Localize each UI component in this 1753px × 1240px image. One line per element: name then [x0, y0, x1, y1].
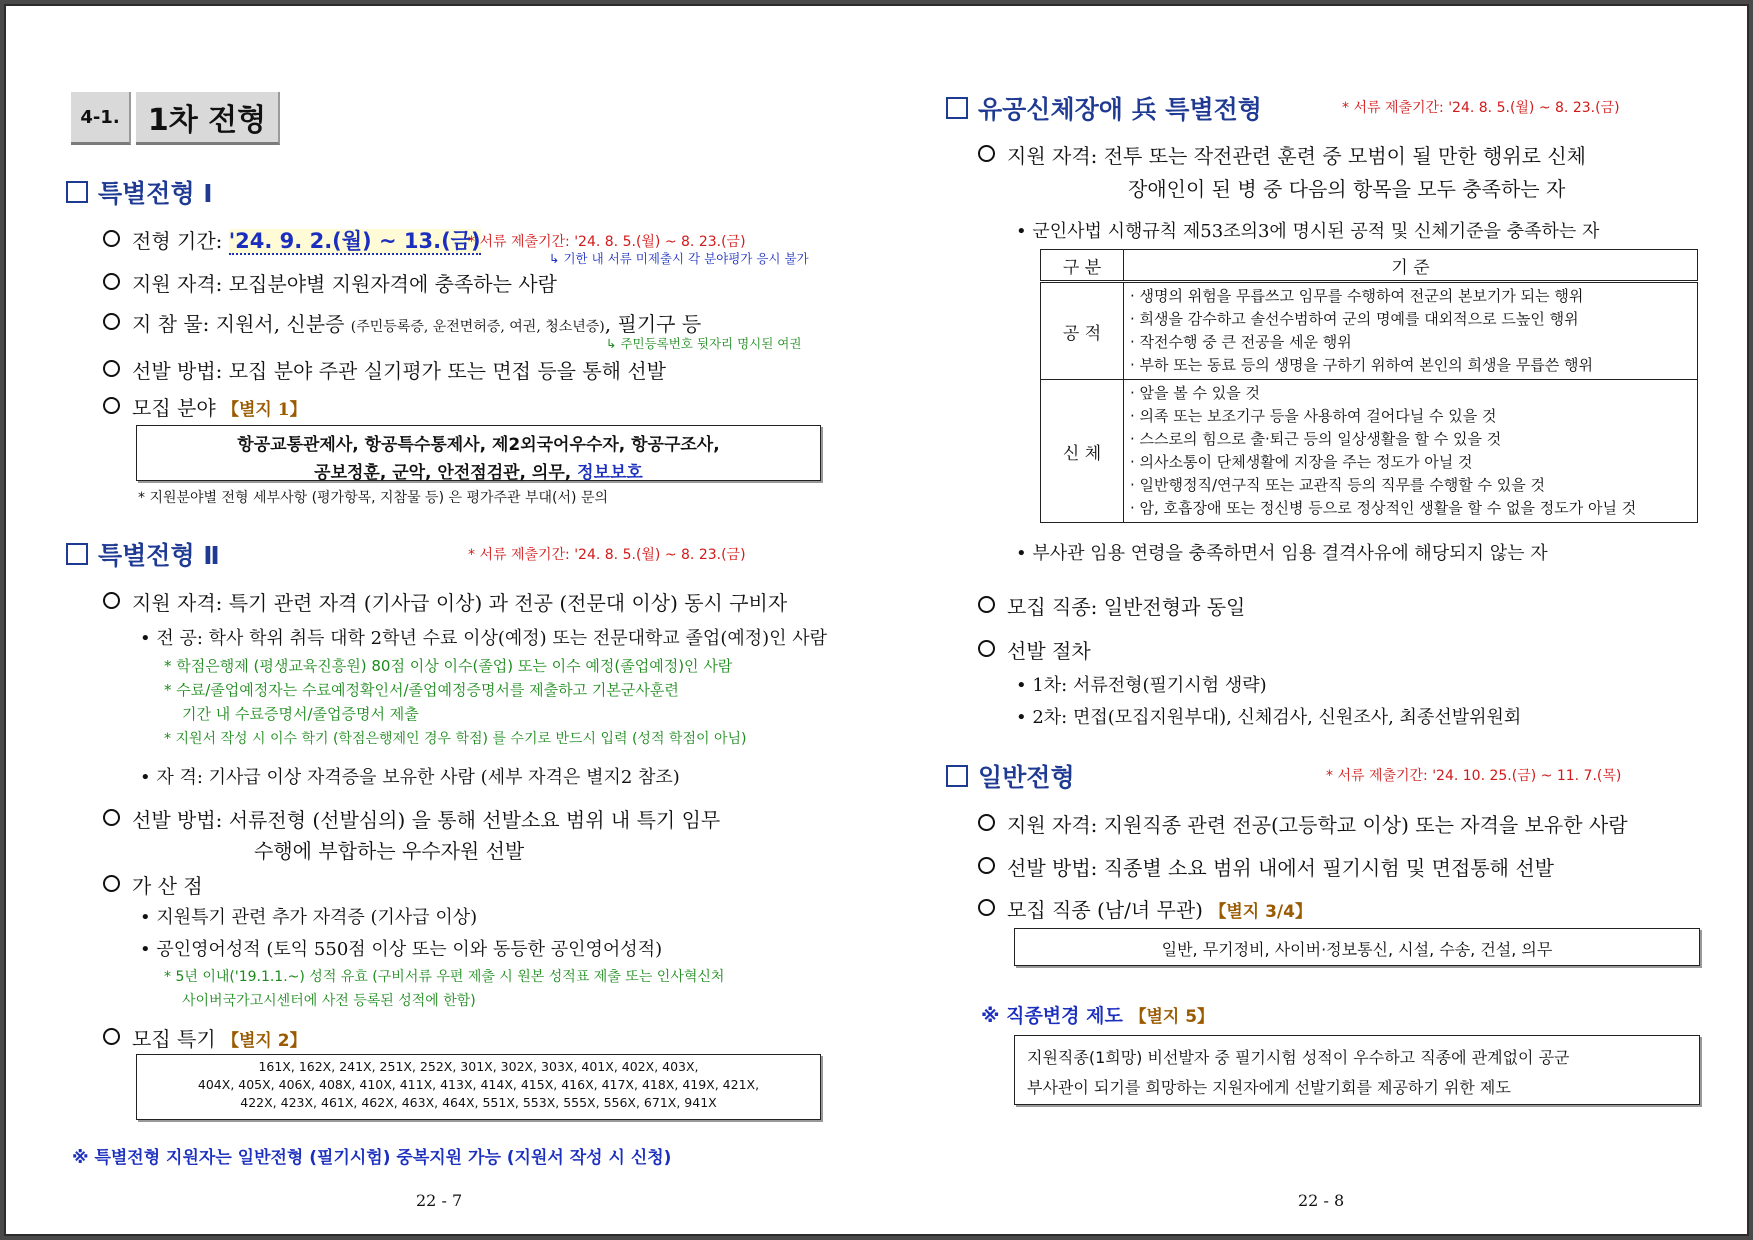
table-row: [1041, 380, 1698, 523]
circle-bullet-icon: [978, 596, 995, 613]
row-category: 공 적: [1041, 282, 1124, 380]
change-box: [1014, 1035, 1700, 1105]
field-box-line1: 항공교통관제사, 항공특수통제사, 제2외국어우수자, 항공구조사,: [237, 435, 720, 455]
bonus1: • 지원특기 관련 추가 자격증 (기사급 이상): [140, 907, 478, 928]
circle-bullet-icon: [978, 857, 995, 874]
table-row: [1041, 282, 1698, 380]
period-value: '24. 9. 2.(월) ~ 13.(금): [228, 229, 481, 253]
field-box-line2a: 공보정훈, 군악, 안전점검관, 의무,: [314, 463, 578, 483]
section-title: 1차 전형: [136, 92, 280, 145]
criteria-item: · 작전수행 중 큰 전공을 세운 행위: [1130, 333, 1352, 351]
field-box: [136, 425, 821, 481]
square-bullet-icon: [66, 543, 88, 565]
change-box-line1: 지원직종(1희망) 비선발자 중 필기시험 성적이 우수하고 직종에 관계없이 공군: [1027, 1048, 1570, 1067]
veteran-occupation: 모집 직종: 일반전형과 동일: [978, 591, 1245, 620]
special2-note3: * 지원서 작성 시 이수 학기 (학점은행제인 경우 학점) 를 수기로 반드시 입력 (성적 학점이 아님): [164, 731, 747, 747]
period-sub-note: ↳ 기한 내 서류 미제출시 각 분야평가 응시 불가: [549, 251, 809, 266]
veteran-proc: 선발 절차: [978, 635, 1091, 664]
proc2: • 2차: 면접(모집지원부대), 신체검사, 신원조사, 최종선발위원회: [1016, 707, 1522, 728]
circle-bullet-icon: [103, 230, 120, 247]
special2-method-b: 수행에 부합하는 우수자원 선발: [254, 839, 525, 863]
square-bullet-icon: [946, 765, 968, 787]
spec-line2: 404X, 405X, 406X, 408X, 410X, 411X, 413X, 414X, 415X, 416X, 417X, 418X, 419X, 421X,: [197, 1077, 760, 1092]
change-title: ※ 직종변경 제도: [981, 1005, 1123, 1027]
special2-heading: 특별전형 Ⅱ: [66, 536, 220, 572]
criteria-item: · 일반행정직/연구직 또는 교관직 등의 직무를 수행할 수 있을 것: [1130, 476, 1545, 494]
bonus-note-a: * 5년 이내('19.1.1.~) 성적 유효 (구비서류 우편 제출 시 원본 성적표 제출 또는 인사혁신처: [164, 969, 725, 985]
square-bullet-icon: [66, 181, 88, 203]
spec-ref: 【별지 2】: [222, 1031, 307, 1051]
veteran-heading: 유공신체장애 兵 특별전형: [946, 90, 1262, 126]
circle-bullet-icon: [978, 814, 995, 831]
change-ref: 【별지 5】: [1129, 1007, 1215, 1027]
items-paren: (주민등록증, 운전면허증, 여권, 청소년증): [350, 319, 605, 335]
circle-bullet-icon: [103, 397, 120, 414]
field-note: * 지원분야별 전형 세부사항 (평가항목, 지참물 등) 은 평가주관 부대(서) 문의: [138, 490, 608, 506]
items-tail: , 필기구 등: [604, 312, 702, 336]
special2-major: • 전 공: 학사 학위 취득 대학 2학년 수료 이상(예정) 또는 전문대학교 졸업(예정)인 사람: [140, 628, 828, 649]
change-box-line2: 부사관이 되기를 희망하는 지원자에게 선발기회를 제공하기 위한 제도: [1027, 1078, 1511, 1097]
circle-bullet-icon: [103, 1028, 120, 1045]
field-ref: 【별지 1】: [222, 400, 307, 420]
general-occupation: 모집 직종 (남/녀 무관) 【별지 3/4】: [978, 894, 1312, 923]
general-heading: 일반전형: [946, 758, 1075, 794]
veteran-bullet1: • 군인사법 시행규칙 제53조의3에 명시된 공적 및 신체기준을 충족하는 자: [1016, 221, 1600, 242]
section-number: 4-1.: [71, 92, 131, 145]
general-qual: 지원 자격: 지원직종 관련 전공(고등학교 이상) 또는 자격을 보유한 사람: [978, 809, 1628, 838]
occ-ref: 【별지 3/4】: [1209, 902, 1312, 922]
special1-field: 모집 분야 【별지 1】: [103, 392, 307, 421]
spec-line3: 422X, 423X, 461X, 462X, 463X, 464X, 551X, 553X, 555X, 556X, 671X, 941X: [240, 1095, 717, 1110]
criteria-item: · 의사소통이 단체생활에 지장을 주는 정도가 아닐 것: [1130, 453, 1473, 471]
page-number-left: 22 - 7: [416, 1191, 463, 1210]
special1-method: 선발 방법: 모집 분야 주관 실기평가 또는 면접 등을 통해 선발: [103, 355, 666, 384]
page-number-right: 22 - 8: [1298, 1191, 1345, 1210]
document-page: [6, 6, 1747, 1234]
change-heading: [981, 1001, 1214, 1028]
items-sub-note: ↳ 주민등록번호 뒷자리 명시된 여권: [606, 336, 802, 351]
bonus-note-b: 사이버국가고시센터에 사전 등록된 성적에 한함): [182, 993, 476, 1009]
special2-doc-note: * 서류 제출기간: '24. 8. 5.(월) ~ 8. 23.(금): [468, 547, 746, 563]
header-criteria: 기 준: [1124, 250, 1698, 282]
circle-bullet-icon: [103, 809, 120, 826]
general-doc-note: * 서류 제출기간: '24. 10. 25.(금) ~ 11. 7.(목): [1326, 768, 1622, 784]
footer-note: ※ 특별전형 지원자는 일반전형 (필기시험) 중복지원 가능 (지원서 작성 시 신청): [72, 1148, 672, 1168]
criteria-item: · 부하 또는 동료 등의 생명을 구하기 위하여 본인의 희생을 무릅쓴 행위: [1130, 356, 1593, 374]
criteria-table: [1040, 249, 1698, 523]
occupation-box: [1014, 928, 1700, 966]
special1-heading: 특별전형 Ⅰ: [66, 174, 213, 210]
circle-bullet-icon: [978, 640, 995, 657]
general-method: 선발 방법: 직종별 소요 범위 내에서 필기시험 및 면접통해 선발: [978, 852, 1554, 881]
criteria-item: · 스스로의 힘으로 출·퇴근 등의 일상생활을 할 수 있을 것: [1130, 430, 1502, 448]
field-box-line2b: 정보보호: [577, 463, 643, 483]
row-items: [1124, 282, 1698, 380]
special2-note1: * 학점은행제 (평생교육진흥원) 80점 이상 이수(졸업) 또는 이수 예정(졸업예정)인 사람: [164, 657, 733, 675]
proc1: • 1차: 서류전형(필기시험 생략): [1016, 675, 1267, 696]
special1-items: 지 참 물: 지원서, 신분증 (주민등록증, 운전면허증, 여권, 청소년증), 필기구 등: [103, 308, 701, 337]
criteria-item: · 암, 호흡장애 또는 정신병 등으로 정상적인 생활을 할 수 없을 정도가 아닐 것: [1130, 499, 1637, 517]
special2-cert: • 자 격: 기사급 이상 자격증을 보유한 사람 (세부 자격은 별지2 참조): [140, 767, 680, 788]
special2-qual: 지원 자격: 특기 관련 자격 (기사급 이상) 과 전공 (전문대 이상) 동시 구비자: [103, 587, 787, 616]
row-category: 신 체: [1041, 380, 1124, 523]
special2-spec: 모집 특기 【별지 2】: [103, 1023, 307, 1052]
circle-bullet-icon: [103, 592, 120, 609]
criteria-item: · 생명의 위험을 무릅쓰고 임무를 수행하여 전군의 본보기가 되는 행위: [1130, 287, 1584, 305]
special1-period: 전형 기간: '24. 9. 2.(월) ~ 13.(금): [103, 225, 481, 255]
row-items: [1124, 380, 1698, 523]
veteran-qual-b: 장애인이 된 병 중 다음의 항목을 모두 충족하는 자: [1128, 177, 1566, 201]
veteran-bullet2: • 부사관 임용 연령을 충족하면서 임용 결격사유에 해당되지 않는 자: [1016, 543, 1548, 564]
square-bullet-icon: [946, 97, 968, 119]
circle-bullet-icon: [103, 875, 120, 892]
special2-method: 선발 방법: 서류전형 (선발심의) 을 통해 선발소요 범위 내 특기 임무: [103, 804, 720, 833]
table-header: [1041, 250, 1698, 282]
circle-bullet-icon: [978, 145, 995, 162]
bonus2: • 공인영어성적 (토익 550점 이상 또는 이와 동등한 공인영어성적): [140, 939, 663, 960]
circle-bullet-icon: [103, 273, 120, 290]
criteria-item: · 희생을 감수하고 솔선수범하여 군의 명예를 대외적으로 드높인 행위: [1130, 310, 1579, 328]
veteran-qual: 지원 자격: 전투 또는 작전관련 훈련 중 모범이 될 만한 행위로 신체: [978, 140, 1586, 169]
special2-note2a: * 수료/졸업예정자는 수료예정확인서/졸업예정증명서를 제출하고 기본군사훈련: [164, 681, 679, 699]
circle-bullet-icon: [103, 360, 120, 377]
veteran-doc-note: * 서류 제출기간: '24. 8. 5.(월) ~ 8. 23.(금): [1342, 100, 1620, 116]
spec-line1: 161X, 162X, 241X, 251X, 252X, 301X, 302X, 303X, 401X, 402X, 403X,: [258, 1059, 699, 1074]
criteria-item: · 앞을 볼 수 있을 것: [1130, 384, 1261, 402]
occupation-box-text: 일반, 무기정비, 사이버·정보통신, 시설, 수송, 건설, 의무: [1161, 940, 1553, 959]
period-doc-note: * 서류 제출기간: '24. 8. 5.(월) ~ 8. 23.(금): [468, 234, 746, 250]
special2-note2b: 기간 내 수료증명서/졸업증명서 제출: [182, 705, 419, 723]
special2-bonus: 가 산 점: [103, 870, 203, 899]
header-category: 구 분: [1041, 250, 1124, 282]
spec-box: [136, 1054, 821, 1120]
criteria-item: · 의족 또는 보조기구 등을 사용하여 걸어다닐 수 있을 것: [1130, 407, 1497, 425]
circle-bullet-icon: [103, 313, 120, 330]
circle-bullet-icon: [978, 899, 995, 916]
special1-qual: 지원 자격: 모집분야별 지원자격에 충족하는 사람: [103, 268, 557, 297]
